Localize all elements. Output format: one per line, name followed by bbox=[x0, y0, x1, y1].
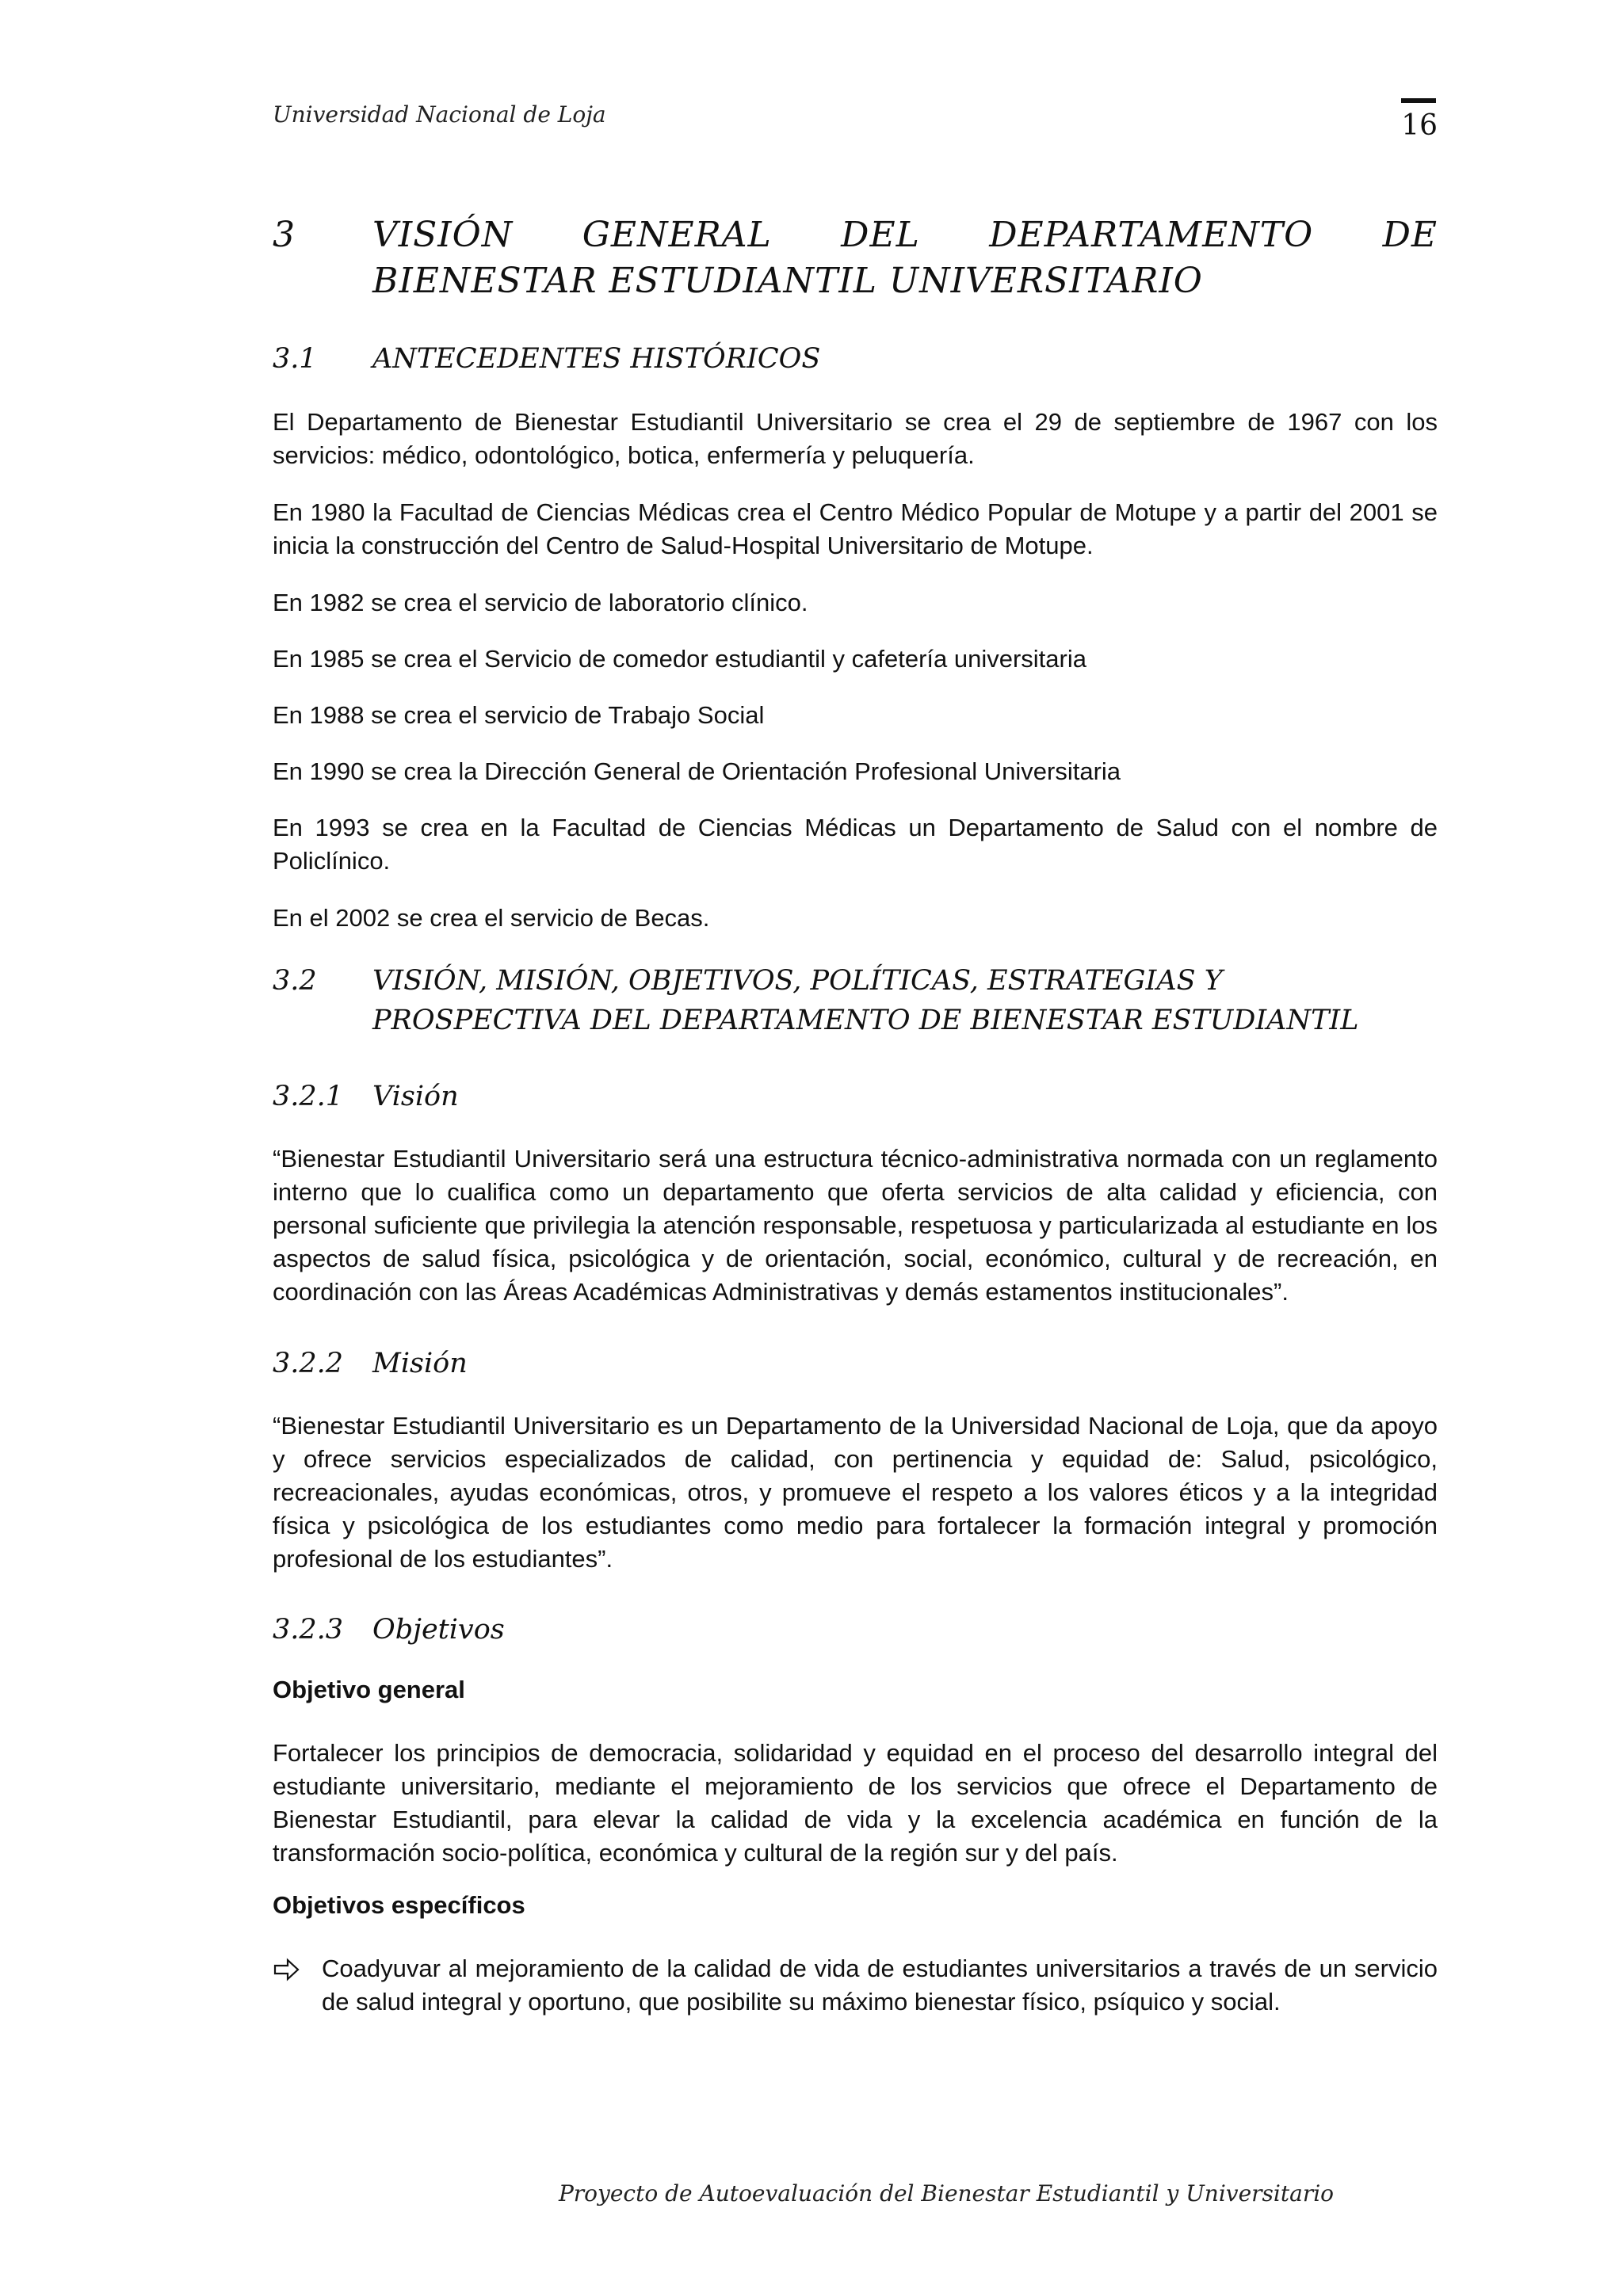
section-number: 3.2 bbox=[273, 965, 317, 997]
section-title: Objetivos bbox=[372, 1614, 505, 1646]
section-number: 3.2.3 bbox=[273, 1614, 344, 1646]
paragraph: En el 2002 se crea el servicio de Becas. bbox=[273, 904, 710, 932]
running-header-title: Universidad Nacional de Loja bbox=[273, 101, 606, 128]
paragraph: En 1993 se crea en la Facultad de Ciencias Médicas un Departamento de Salud con el nombre de Policlínico. bbox=[273, 814, 1438, 875]
page-number: 16 bbox=[1401, 109, 1438, 142]
list-item-text: Coadyuvar al mejoramiento de la calidad de vida de estudiantes universitarios a través de un servicio de salud integral y oportuno, que posibilite su máximo bienestar físico, psíquico y social. bbox=[322, 1955, 1438, 2016]
vision-paragraph: “Bienestar Estudiantil Universitario será una estructura técnico-administrativa normada con un reglamento interno que lo cualifica como un departamento que oferta servicios de alta calidad y eficiencia, con personal suficiente que privilegia la atención responsable, respetuosa y particularizada al estudiante en los aspectos de salud física, psicológica y de orientación, social, económico, cultural y de recreación, en coordinación con las Áreas Académicas Administrativas y demás estamentos institucionales”. bbox=[273, 1145, 1438, 1306]
header-rule bbox=[1401, 98, 1436, 103]
paragraph: En 1980 la Facultad de Ciencias Médicas crea el Centro Médico Popular de Motupe y a partir del 2001 se inicia la construcción del Centro de Salud-Hospital Universitario de Motupe. bbox=[273, 498, 1438, 559]
paragraph: El Departamento de Bienestar Estudiantil Universitario se crea el 29 de septiembre de 1967 con los servicios: médico, odontológico, botica, enfermería y peluquería. bbox=[273, 408, 1438, 469]
section-title: VISIÓN GENERAL DEL DEPARTAMENTO DE BIENESTAR ESTUDIANTIL UNIVERSITARIO bbox=[372, 215, 1438, 301]
section-title: ANTECEDENTES HISTÓRICOS bbox=[372, 343, 821, 375]
paragraph: En 1988 se crea el servicio de Trabajo Social bbox=[273, 701, 765, 729]
section-number: 3.2.1 bbox=[273, 1081, 344, 1112]
section-title: Visión bbox=[372, 1081, 459, 1112]
section-number: 3 bbox=[273, 215, 296, 255]
paragraph: En 1990 se crea la Dirección General de Orientación Profesional Universitaria bbox=[273, 757, 1121, 785]
paragraph: En 1985 se crea el Servicio de comedor estudiantil y cafetería universitaria bbox=[273, 645, 1086, 673]
paragraph: En 1982 se crea el servicio de laboratorio clínico. bbox=[273, 589, 808, 616]
section-title: Misión bbox=[372, 1348, 468, 1379]
objetivo-general-heading: Objetivo general bbox=[273, 1676, 465, 1703]
section-number: 3.2.2 bbox=[273, 1348, 344, 1379]
section-title: VISIÓN, MISIÓN, OBJETIVOS, POLÍTICAS, ESTRATEGIAS Y PROSPECTIVA DEL DEPARTAMENTO DE BIENESTAR ESTUDIANTIL bbox=[372, 965, 1359, 1036]
arrow-right-outline-icon bbox=[273, 1955, 301, 1984]
running-footer: Proyecto de Autoevaluación del Bienestar Estudiantil y Universitario bbox=[558, 2180, 1335, 2206]
mision-paragraph: “Bienestar Estudiantil Universitario es un Departamento de la Universidad Nacional de Loja, que da apoyo y ofrece servicios especializados de calidad, con pertinencia y equidad de: Salud, psicológico, recreacionales, ayudas económicas, otros, y promueve el respeto a los valores éticos y a la integridad física y psicológica de los estudiantes como medio para fortalecer la formación integral y promoción profesional de los estudiantes”. bbox=[273, 1412, 1438, 1573]
section-number: 3.1 bbox=[273, 343, 317, 375]
objetivos-especificos-heading: Objetivos específicos bbox=[273, 1891, 525, 1919]
objetivo-general-paragraph: Fortalecer los principios de democracia, solidaridad y equidad en el proceso del desarrollo integral del estudiante universitario, mediante el mejoramiento de los servicios que ofrece el Departamento de Bienestar Estudiantil, para elevar la calidad de vida y la excelencia académica en función de la transformación socio-política, económica y cultural de la región sur y del país. bbox=[273, 1739, 1438, 1867]
